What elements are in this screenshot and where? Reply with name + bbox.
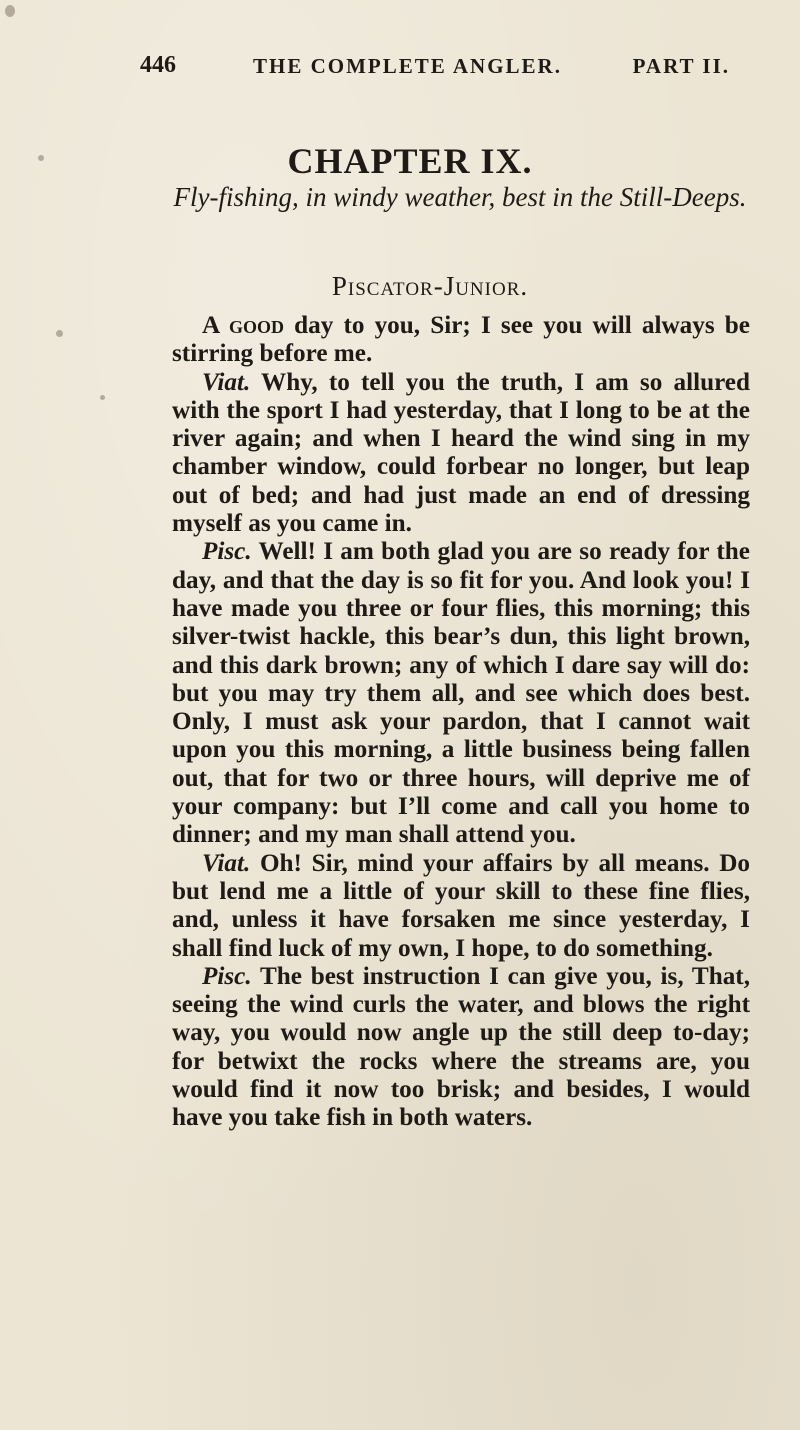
chapter-title: CHAPTER IX. — [287, 141, 533, 181]
paragraph-text: Well! I am both glad you are so ready for the day, and that the day is so fit for you. And look you! I have made you three or four flies, this morning; this silver-twist hackle, this bear’s dun, this light brown, and this dark brown; any of which I dare say will do: but you may try them all, and see which does best. Only, I must ask your pardon, that I cannot wait upon you this morning, a little business being fallen out, that for two or three hours, will deprive me of your company: but I’ll come and call you home to dinner; and my man shall attend you. — [172, 538, 750, 849]
paragraph — [172, 369, 750, 539]
ink-spot — [100, 395, 105, 400]
paragraph — [172, 312, 750, 369]
speaker-label: Viat. — [202, 849, 251, 877]
running-head — [140, 52, 730, 82]
paragraph-text: Oh! Sir, mind your affairs by all means. Do but lend me a little of your skill to these fine flies, and, unless it have forsaken me since yesterday, I shall find luck of my own, I hope, to do something. — [172, 849, 750, 962]
ink-spot — [56, 330, 63, 337]
running-title: THE COMPLETE ANGLER. — [253, 54, 562, 78]
speakers-heading: Piscator-Junior. — [331, 271, 529, 301]
paragraph-text: The best instruction I can give you, is, That, seeing the wind curls the water, and blows the right way, you would now angle up the still deep to-day; for betwixt the rocks where the streams are, you would find it now too brisk; and besides, I would have you take fish in both waters. — [172, 962, 750, 1132]
speaker-label: Viat. — [202, 368, 251, 396]
paragraph — [172, 963, 750, 1133]
dialogue-body — [172, 312, 750, 1133]
paragraph — [172, 850, 750, 963]
ink-spot — [5, 5, 15, 17]
speaker-label: Pisc. — [202, 538, 252, 566]
paragraph-text: Why, to tell you the truth, I am so allured with the sport I had yesterday, that I long to be at the river again; and when I heard the wind sing in my chamber window, could forbear no longer, but leap out of bed; and had just made an end of dressing myself as you came in. — [172, 368, 750, 538]
paragraph-text: day to you, Sir; I see you will always be stirring before me. — [172, 312, 750, 368]
part-label: PART II. — [632, 54, 730, 78]
speaker-label: Pisc. — [202, 962, 252, 990]
paragraph — [172, 538, 750, 849]
page-number: 446 — [140, 52, 176, 78]
chapter-subtitle: Fly-fishing, in windy weather, best in the Still-Deeps. — [173, 182, 747, 212]
opening-words: A good — [202, 312, 284, 339]
